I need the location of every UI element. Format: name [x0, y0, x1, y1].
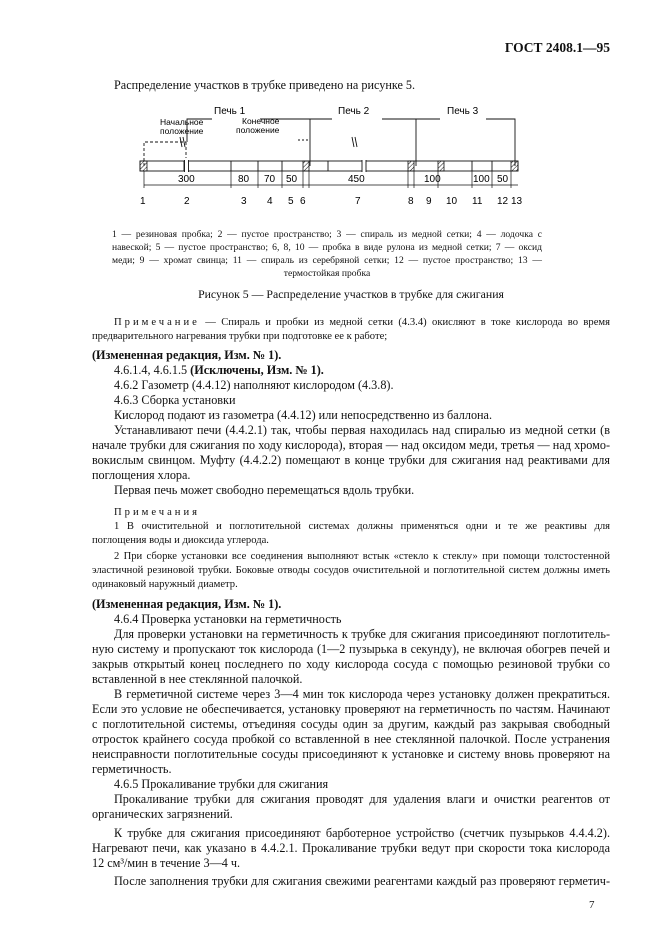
- note1-line-1: [92, 316, 610, 330]
- oven3-label: Печь 3: [447, 106, 479, 117]
- part-number-11: 11: [472, 196, 483, 207]
- last-line: После заполнения трубки для сжигания свежими реагентами каждый раз проверяют герметич-: [114, 874, 610, 888]
- clause-462: 4.6.2 Газометр (4.4.12) наполняют кислородом (4.3.8).: [114, 378, 394, 392]
- leak2-line-4: отросток крайнего сосуда пробкой со вставленной в нее стеклянной палочкой. После устранения: [92, 732, 610, 746]
- oven1-label: Печь 1: [214, 106, 246, 117]
- calc-line-1: Прокаливание трубки для сжигания проводят для удаления влаги и очистки реагентов от: [114, 792, 610, 806]
- leak-line-3: закрыв открытый конец последнего по ходу кислорода сосуда с помощью резиновой трубки со: [92, 657, 610, 671]
- note2-2-line-2: эластичной резиновой трубки. Боковые отводы сосудов очистительной и поглотительной систем должны иметь: [92, 565, 610, 576]
- ovens-line-4: поглощения хлора.: [92, 468, 191, 482]
- page-number: 7: [589, 899, 595, 911]
- part-number-12: 12: [497, 196, 509, 207]
- part-number-3: 3: [241, 196, 247, 207]
- note1-line-2: предварительного нагревания трубки при подготовке ее к работе;: [92, 331, 388, 342]
- intro-text: Распределение участков в трубке приведено на рисунке 5.: [114, 78, 416, 92]
- leak2-line-6: герметичность.: [92, 762, 172, 776]
- notes2-label: [92, 506, 632, 520]
- part-number-1: 1: [140, 196, 146, 207]
- note1-label: Примечание: [114, 317, 200, 328]
- ovens-line-2: начале трубки для сжигания по ходу кислорода), вторая — над оксидом меди, третья — над хромо-: [92, 438, 610, 452]
- note2-1-line-1: 1 В очистительной и поглотительной системах должны применяться одни и те же реактивы для: [114, 521, 610, 532]
- document-header: ГОСТ 2408.1—95: [504, 40, 610, 55]
- calc2-line-1: К трубке для сжигания присоединяют барботерное устройство (счетчик пузырьков 4.4.4.2).: [114, 826, 610, 840]
- leak2-line-1: В герметичной системе через 3—4 мин ток кислорода через установку должен прекратиться.: [114, 687, 610, 701]
- calc2-line-3: 12 см³/мин в течение 3—4 ч.: [92, 856, 241, 870]
- clause-4614-number: 4.6.1.4, 4.6.1.5: [114, 363, 191, 377]
- dim-label-2: 80: [238, 174, 250, 185]
- amendment-1: (Измененная редакция, Изм. № 1).: [92, 348, 282, 362]
- oven2-label: Печь 2: [338, 106, 370, 117]
- clause-4614-excluded: (Исключены, Изм. № 1).: [190, 363, 324, 377]
- clause-463: 4.6.3 Сборка установки: [114, 393, 236, 407]
- tube-diagram: [120, 100, 540, 212]
- part-number-2: 2: [184, 196, 190, 207]
- start-position-label-2: положение: [160, 126, 204, 136]
- dim-label-1: 300: [178, 174, 195, 185]
- note2-2-line-1: 2 При сборке установки все соединения выполняют встык «стекло к стеклу» при помощи толстостенной: [114, 551, 610, 562]
- dim-label-5: 450: [348, 174, 365, 185]
- dim-label-4: 50: [286, 174, 298, 185]
- clause-465: 4.6.5 Прокаливание трубки для сжигания: [114, 777, 329, 791]
- start-position-label-1: Начальное: [160, 117, 204, 127]
- calc2-line-2: Нагревают печи, как указано в 4.4.2.1. Прокаливание трубки ведут при скорости тока кислорода: [92, 841, 610, 855]
- part-number-8: 8: [408, 196, 414, 207]
- part-number-10: 10: [446, 196, 458, 207]
- first-oven-text: Первая печь может свободно перемещаться вдоль трубки.: [114, 483, 415, 497]
- figure-legend: [112, 228, 542, 280]
- ovens-line-3: вокислым свинцом. Муфту (4.4.2.2) помещают в конце трубки для сжигания над реактивами для: [92, 453, 610, 467]
- calc-line-2: органических загрязнений.: [92, 807, 233, 821]
- note2-1-line-2: поглощения воды и диоксида углерода.: [92, 535, 269, 546]
- clause-463-oxygen: Кислород подают из газометра (4.4.12) или непосредственно из баллона.: [114, 408, 493, 422]
- dim-label-8: 50: [497, 174, 509, 185]
- leak2-line-2: Если это условие не обеспечивается, установку проверяют на герметичность по частям. Начинают: [92, 702, 610, 716]
- part-number-5: 5: [288, 196, 294, 207]
- dim-label-7: 100: [473, 174, 490, 185]
- note2-2-line-3: одинаковый наружный диаметр.: [92, 579, 238, 590]
- clause-464: 4.6.4 Проверка установки на герметичность: [114, 612, 342, 626]
- end-position-label-1: Конечное: [242, 116, 280, 126]
- dim-label-6: 100: [424, 174, 441, 185]
- amendment-2: (Измененная редакция, Изм. № 1).: [92, 597, 282, 611]
- leak-line-4: вставленной в нее стеклянной палочкой.: [92, 672, 303, 686]
- legend-line-3: меди; 9 — хромат свинца; 11 — спираль из серебряной сетки; 12 — пустое пространство; 13 —: [112, 255, 542, 266]
- legend-line-2: навеской; 5 — пустое пространство; 6, 8, 10 — пробка в виде рулона из медной сетки; 7 — оксид: [112, 242, 542, 253]
- part-number-7: 7: [355, 196, 361, 207]
- part-number-4: 4: [267, 196, 273, 207]
- part-number-13: 13: [511, 196, 523, 207]
- legend-line-1: 1 — резиновая пробка; 2 — пустое пространство; 3 — спираль из медной сетки; 4 — лодочка с: [112, 229, 542, 240]
- leak2-line-5: неисправности поглотительные сосуды присоединяют к установке и систему вновь проверяют на: [92, 747, 610, 761]
- end-position-label-2: положение: [236, 125, 280, 135]
- legend-line-4: термостойкая пробка: [283, 268, 371, 279]
- note1-text-1: — Спираль и пробки из медной сетки (4.3.4) окисляют в токе кислорода во время: [199, 317, 610, 328]
- leak-line-2: ную систему и пропускают ток кислорода (1—2 пузырька в секунду), не включая обогрев печей и: [92, 642, 610, 656]
- clause-4614: [92, 363, 610, 378]
- ovens-line-1: Устанавливают печи (4.4.2.1) так, чтобы первая находилась над спиралью из медной сетки (в: [114, 423, 610, 437]
- part-number-9: 9: [426, 196, 432, 207]
- leak-line-1: Для проверки установки на герметичность к трубке для сжигания присоединяют поглотитель-: [114, 627, 610, 641]
- part-number-6: 6: [300, 196, 306, 207]
- dim-label-3: 70: [264, 174, 276, 185]
- notes2-label-text: Примечания: [114, 507, 200, 518]
- figure-caption: Рисунок 5 — Распределение участков в трубке для сжигания: [198, 287, 504, 301]
- leak2-line-3: с поглотительной системы, отъединяя сосуды один за другим, каждый раз закрывая свободный: [92, 717, 610, 731]
